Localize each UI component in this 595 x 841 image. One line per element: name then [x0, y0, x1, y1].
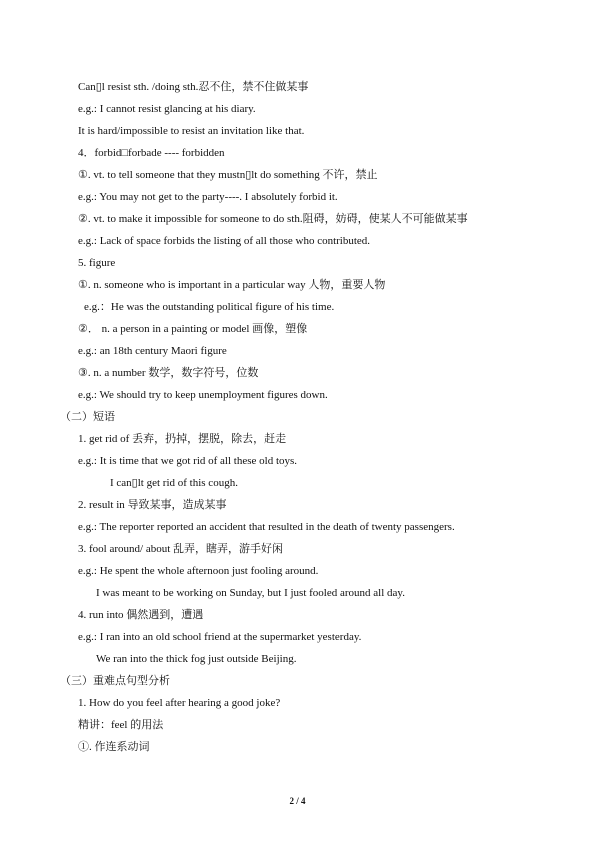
- text-line-resist-example-2: It is hard/impossible to resist an invitation like that.: [78, 125, 305, 137]
- text-line-feel-usage: 精讲：feel 的用法: [78, 719, 164, 731]
- text-line-result-in: 2. result in 导致某事，造成某事: [78, 499, 227, 511]
- text-line-figure-sense-3: ③. n. a number 数学，数字符号，位数: [78, 367, 259, 379]
- text-line-forbid-sense-1: ①. vt. to tell someone that they mustn▯lt do something 不许，禁止: [78, 169, 378, 181]
- text-line-fool-around-example-2: I was meant to be working on Sunday, but I just fooled around all day.: [96, 587, 405, 599]
- text-line-forbid-heading: 4．forbid□forbade ---- forbidden: [78, 147, 225, 159]
- text-line-get-rid-of: 1. get rid of 丢弃，扔掉，摆脱，除去，赶走: [78, 433, 287, 445]
- section-heading-key-sentences: （三）重难点句型分析: [60, 675, 170, 687]
- text-line-fool-around-example-1: e.g.: He spent the whole afternoon just fooling around.: [78, 565, 319, 577]
- text-line-forbid-example-1: e.g.: You may not get to the party----. I absolutely forbid it.: [78, 191, 338, 203]
- text-line-run-into-example-1: e.g.: I ran into an old school friend at the supermarket yesterday.: [78, 631, 362, 643]
- text-line-run-into: 4. run into 偶然遇到，遭遇: [78, 609, 204, 621]
- text-line-fool-around: 3. fool around/ about 乱弄，瞎弄，游手好闲: [78, 543, 284, 555]
- text-line-forbid-sense-2: ②. vt. to make it impossible for someone to do sth.阻碍，妨碍，使某人不可能做某事: [78, 213, 468, 225]
- text-line-feel-linking-verb: ①. 作连系动词: [78, 741, 150, 753]
- text-line-figure-example-1: e.g.：He was the outstanding political figure of his time.: [84, 301, 335, 313]
- text-line-get-rid-example-2: I can▯lt get rid of this cough.: [110, 477, 238, 489]
- page-number: 2 / 4: [289, 796, 306, 806]
- text-line-figure-sense-2: ②． n. a person in a painting or model 画像，塑像: [78, 323, 308, 335]
- text-line-run-into-example-2: We ran into the thick fog just outside Beijing.: [96, 653, 297, 665]
- text-line-figure-heading: 5. figure: [78, 257, 116, 269]
- section-heading-phrases: （二）短语: [60, 411, 115, 423]
- text-line-figure-example-3: e.g.: We should try to keep unemployment figures down.: [78, 389, 328, 401]
- text-line-key-sentence-1: 1. How do you feel after hearing a good joke?: [78, 697, 281, 709]
- text-line-get-rid-example-1: e.g.: It is time that we got rid of all these old toys.: [78, 455, 298, 467]
- text-line-forbid-example-2: e.g.: Lack of space forbids the listing of all those who contributed.: [78, 235, 371, 247]
- text-line-resist-example-1: e.g.: I cannot resist glancing at his diary.: [78, 103, 256, 115]
- text-line-result-in-example: e.g.: The reporter reported an accident that resulted in the death of twenty passengers.: [78, 521, 455, 533]
- text-line-cant-resist: Can▯l resist sth. /doing sth.忍不住，禁不住做某事: [78, 81, 309, 93]
- text-line-figure-sense-1: ①. n. someone who is important in a particular way 人物，重要人物: [78, 279, 386, 291]
- text-line-figure-example-2: e.g.: an 18th century Maori figure: [78, 345, 227, 357]
